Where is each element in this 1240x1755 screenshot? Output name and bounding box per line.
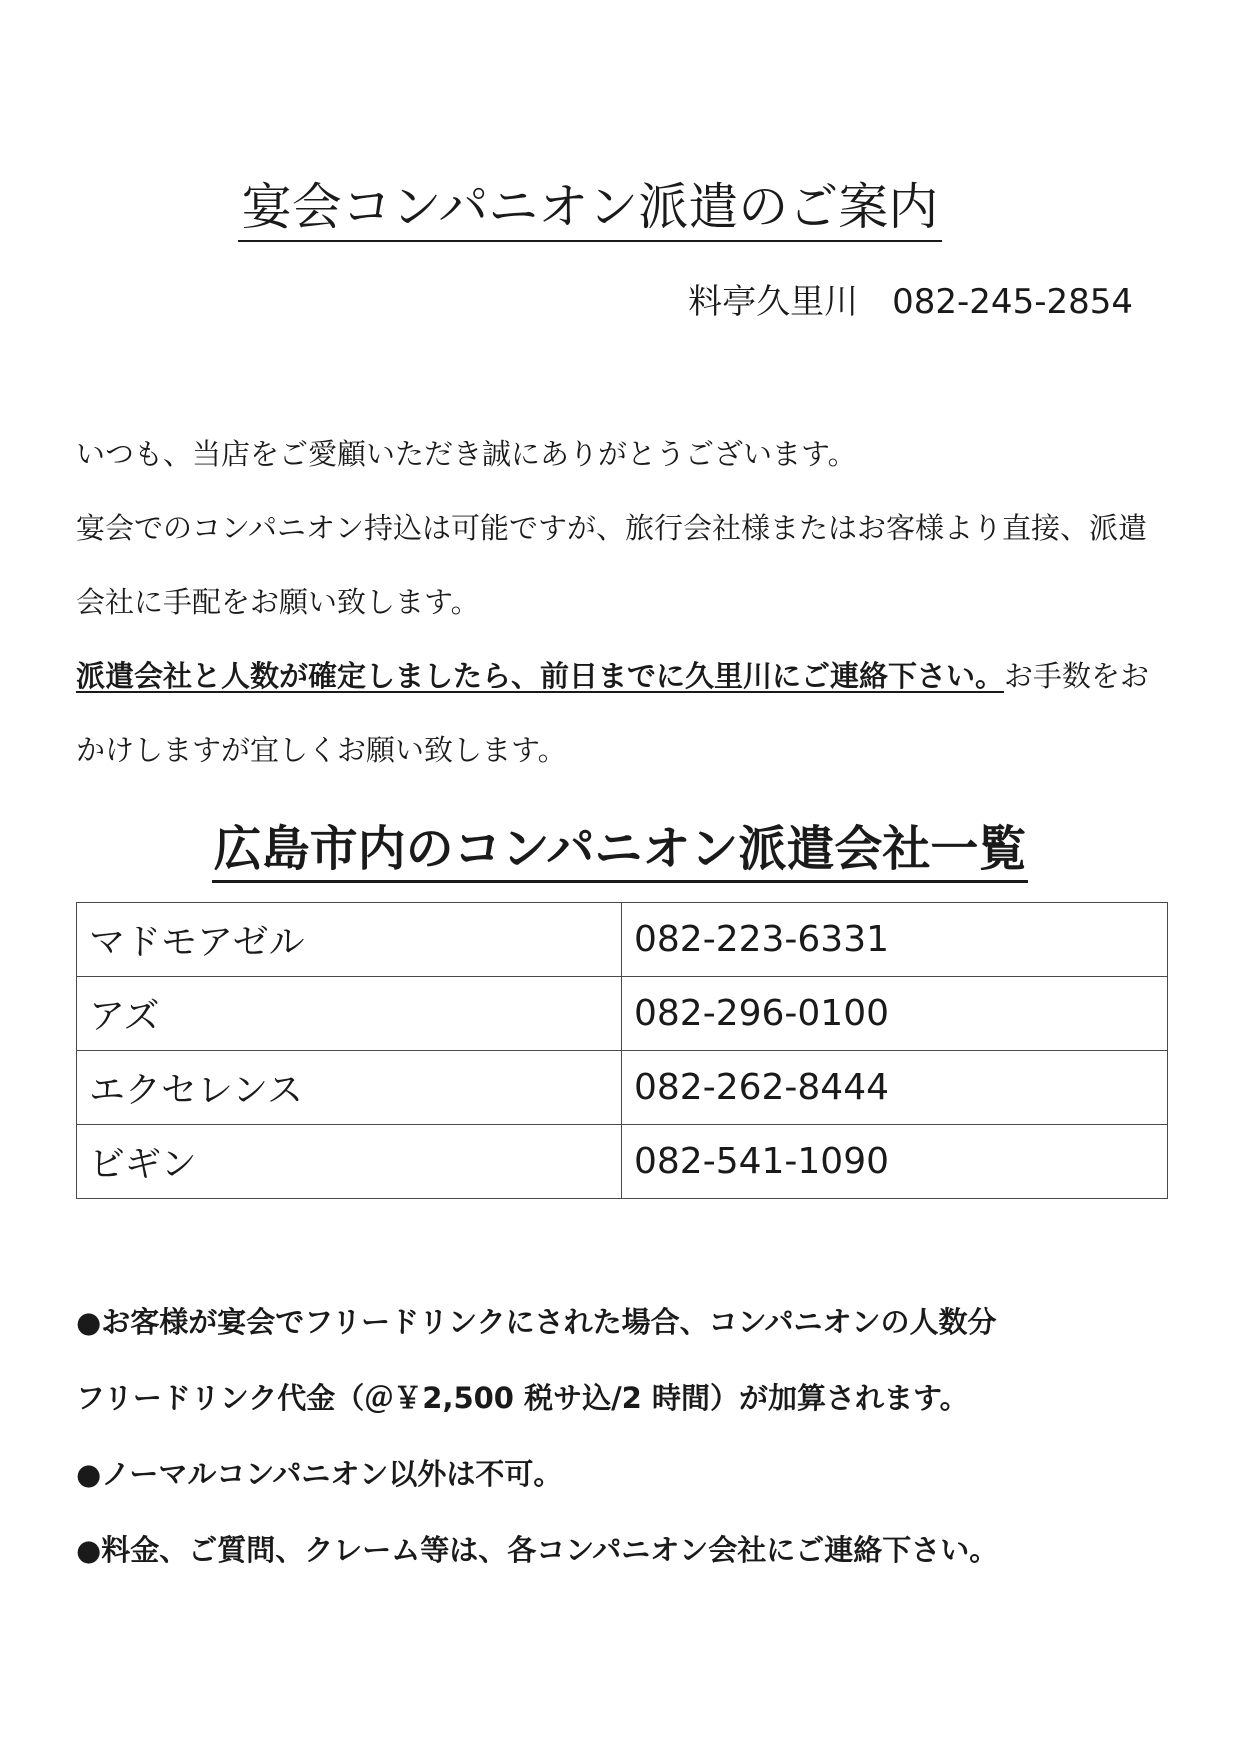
table-row	[77, 1051, 1168, 1125]
company-phone: 082-262-8444	[622, 1051, 1168, 1125]
intro-line-4-rest: お手数をお	[1004, 659, 1150, 693]
company-name: マドモアゼル	[77, 903, 622, 977]
note-normal-only: ●ノーマルコンパニオン以外は不可。	[76, 1457, 563, 1491]
section-title-text: 広島市内のコンパニオン派遣会社一覧	[212, 818, 1029, 883]
table-row	[77, 1125, 1168, 1199]
table-row	[77, 977, 1168, 1051]
intro-line-1: いつも、当店をご愛顧いただき誠にありがとうございます。	[76, 437, 857, 471]
page-title-text: 宴会コンパニオン派遣のご案内	[238, 176, 943, 242]
section-title	[0, 818, 1240, 883]
intro-line-5: かけしますが宜しくお願い致します。	[76, 733, 567, 767]
note-free-drink-1: ●お客様が宴会でフリードリンクにされた場合、コンパニオンの人数分	[76, 1305, 997, 1339]
company-name: ビギン	[77, 1125, 622, 1199]
note-free-drink-2: フリードリンク代金（＠￥2,500 税サ込/2 時間）が加算されます。	[76, 1381, 969, 1415]
company-phone: 082-541-1090	[622, 1125, 1168, 1199]
company-phone: 082-296-0100	[622, 977, 1168, 1051]
company-phone: 082-223-6331	[622, 903, 1168, 977]
intro-emphasis: 派遣会社と人数が確定しましたら、前日までに久里川にご連絡下さい。	[76, 659, 1005, 693]
restaurant-contact: 料亭久里川 082-245-2854	[688, 282, 1133, 322]
intro-line-4	[76, 656, 1149, 696]
company-name: アズ	[77, 977, 622, 1051]
intro-line-3: 会社に手配をお願い致します。	[76, 585, 480, 619]
page-title	[0, 176, 1180, 242]
company-table	[76, 902, 1168, 1199]
note-contact-companies: ●料金、ご質問、クレーム等は、各コンパニオン会社にご連絡下さい。	[76, 1533, 999, 1567]
company-name: エクセレンス	[77, 1051, 622, 1125]
table-row	[77, 903, 1168, 977]
intro-line-2: 宴会でのコンパニオン持込は可能ですが、旅行会社様またはお客様より直接、派遣	[76, 511, 1147, 545]
